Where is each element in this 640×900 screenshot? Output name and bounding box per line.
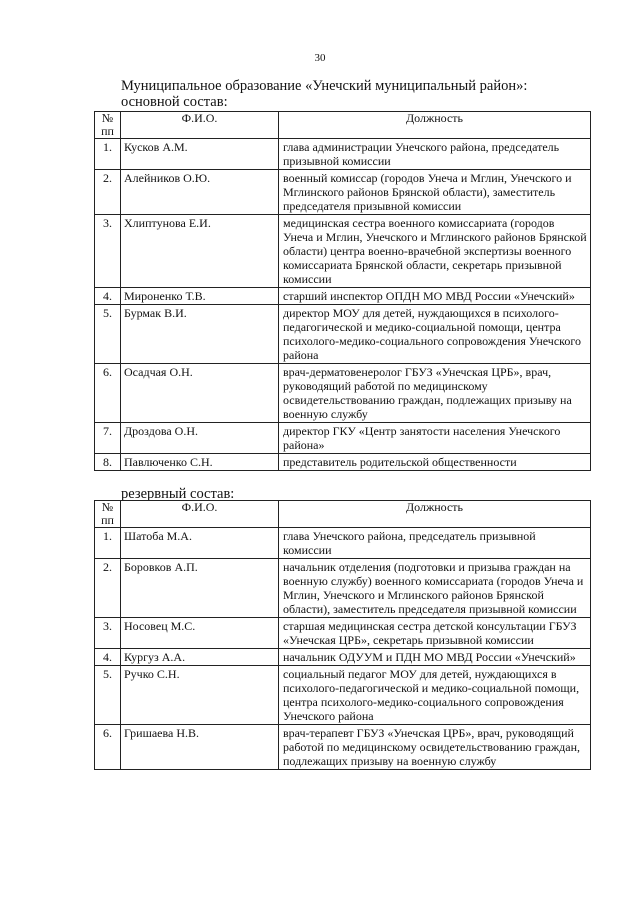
member-name: Боровков А.П. [121,559,279,618]
member-name: Бурмак В.И. [121,305,279,364]
row-number: 3. [95,215,121,288]
member-position: врач-дерматовенеролог ГБУЗ «Унечская ЦРБ», врач, руководящий работой по медицинскому освидетельствованию граждан, подлежащих призыву на военную службу [279,364,591,423]
member-name: Ручко С.Н. [121,666,279,725]
member-name: Алейников О.Ю. [121,170,279,215]
table-row [95,139,591,170]
member-name: Хлиптунова Е.И. [121,215,279,288]
member-position: начальник ОДУУМ и ПДН МО МВД России «Унечский» [279,649,591,666]
member-name: Гришаева Н.В. [121,725,279,770]
member-name: Кусков А.М. [121,139,279,170]
member-position: глава Унечского района, председатель призывной комиссии [279,528,591,559]
row-number: 4. [95,649,121,666]
table-header-row [95,112,591,139]
table-row [95,170,591,215]
main-composition-label: основной состав: [121,94,228,110]
column-header-position: Должность [279,112,591,139]
member-position: начальник отделения (подготовки и призыва граждан на военную службу) военного комиссариата (городов Унеча и Мглин, Унечского и Мглинского районов Брянской области), заместитель председателя призывной комиссии [279,559,591,618]
member-name: Кургуз А.А. [121,649,279,666]
heading-title: Муниципальное образование «Унечский муниципальный район»: [121,78,528,94]
member-position: медицинская сестра военного комиссариата (городов Унеча и Мглин, Унечского и Мглинского районов Брянской области) центра военно-врачебной экспертизы военного комиссариата Брянской области, секретарь призывной комиссии [279,215,591,288]
member-name: Шатоба М.А. [121,528,279,559]
column-header-number: № пп [95,112,121,139]
table-row [95,364,591,423]
main-composition-rows [95,139,591,471]
table-row [95,305,591,364]
member-name: Павлюченко С.Н. [121,454,279,471]
table-row [95,528,591,559]
column-header-name: Ф.И.О. [121,501,279,528]
row-number: 4. [95,288,121,305]
row-number: 1. [95,528,121,559]
member-name: Мироненко Т.В. [121,288,279,305]
member-position: военный комиссар (городов Унеча и Мглин, Унечского и Мглинского районов Брянской области), заместитель председателя призывной комиссии [279,170,591,215]
table-row [95,666,591,725]
member-position: директор ГКУ «Центр занятости населения Унечского района» [279,423,591,454]
reserve-composition-label: резервный состав: [121,486,235,502]
row-number: 6. [95,725,121,770]
table-row [95,423,591,454]
member-name: Осадчая О.Н. [121,364,279,423]
column-header-number: № пп [95,501,121,528]
main-composition-table [94,111,591,471]
member-name: Носовец М.С. [121,618,279,649]
row-number: 8. [95,454,121,471]
member-name: Дроздова О.Н. [121,423,279,454]
reserve-composition-rows [95,528,591,770]
column-header-name: Ф.И.О. [121,112,279,139]
table-row [95,649,591,666]
table-row [95,454,591,471]
row-number: 5. [95,305,121,364]
row-number: 2. [95,559,121,618]
member-position: социальный педагог МОУ для детей, нуждающихся в психолого-педагогической и медико-социальной помощи, центра психолого-медико-социального сопровождения Унечского района [279,666,591,725]
table-row [95,288,591,305]
page-number: 30 [314,52,326,64]
column-header-position: Должность [279,501,591,528]
member-position: старший инспектор ОПДН МО МВД России «Унечский» [279,288,591,305]
member-position: директор МОУ для детей, нуждающихся в психолого-педагогической и медико-социальной помощи, центра психолого-медико-социального сопровождения Унечского района [279,305,591,364]
document-heading [121,78,527,110]
reserve-composition-table [94,500,591,770]
row-number: 2. [95,170,121,215]
row-number: 7. [95,423,121,454]
member-position: глава администрации Унечского района, председатель призывной комиссии [279,139,591,170]
table-row [95,725,591,770]
member-position: старшая медицинская сестра детской консультации ГБУЗ «Унечская ЦРБ», секретарь призывной комиссии [279,618,591,649]
row-number: 1. [95,139,121,170]
table-row [95,559,591,618]
row-number: 5. [95,666,121,725]
table-header-row [95,501,591,528]
row-number: 3. [95,618,121,649]
member-position: представитель родительской общественности [279,454,591,471]
table-row [95,618,591,649]
table-row [95,215,591,288]
row-number: 6. [95,364,121,423]
member-position: врач-терапевт ГБУЗ «Унечская ЦРБ», врач, руководящий работой по медицинскому освидетельствованию граждан, подлежащих призыву на военную службу [279,725,591,770]
